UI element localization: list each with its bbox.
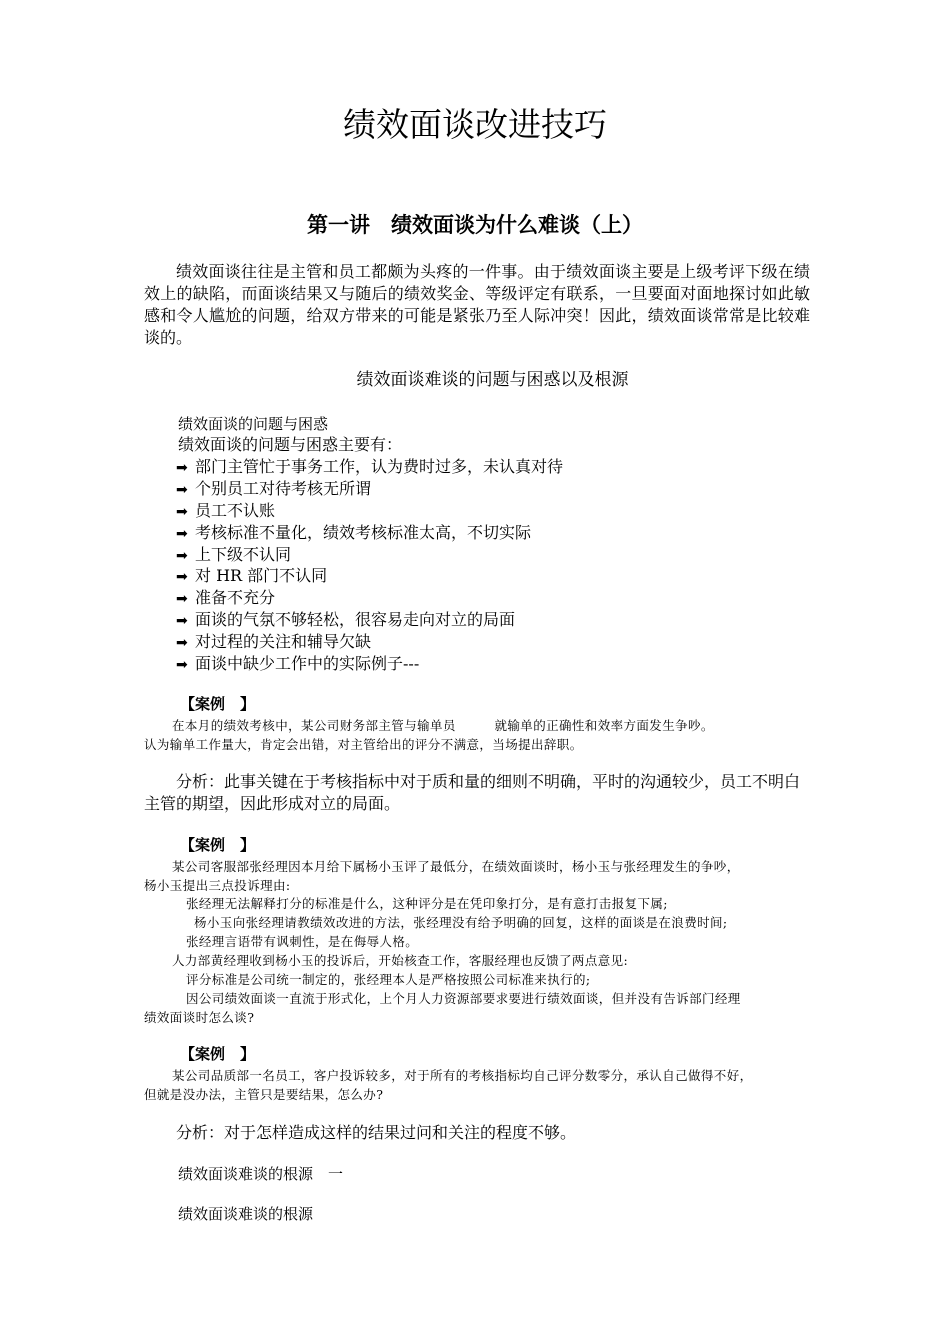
case-1-analysis: 分析：此事关键在于考核指标中对于质和量的细则不明确，平时的沟通较少，员工不明白主管的期望，因此形成对立的局面。 [144, 772, 801, 813]
section-heading: 绩效面谈难谈的问题与困惑以及根源 [356, 370, 629, 390]
arrow-right-icon: ➡ [176, 569, 188, 586]
list-item: ➡ 个别员工对待考核无所谓 [176, 478, 563, 500]
case-2-line-4: 杨小玉向张经理请教绩效改进的方法，张经理没有给予明确的回复，这样的面谈是在浪费时间; [194, 915, 728, 930]
case-1-line-1: 在本月的绩效考核中，某公司财务部主管与输单员 就输单的正确性和效率方面发生争吵。 [172, 718, 714, 733]
case-3-line-2: 但就是没办法，主管只是要结果，怎么办? [144, 1087, 384, 1102]
case-3-heading: 【案例 】 [180, 1045, 256, 1063]
list-item: ➡ 部门主管忙于事务工作，认为费时过多，未认真对待 [176, 456, 563, 478]
case-3-line-1: 某公司品质部一名员工，客户投诉较多，对于所有的考核指标均自己评分数零分，承认自己做得不好， [172, 1068, 753, 1083]
roots-heading-1: 绩效面谈难谈的根源 一 [178, 1165, 344, 1183]
list-item: ➡ 准备不充分 [176, 587, 563, 609]
intro-paragraph: 绩效面谈往往是主管和员工都颇为头疼的一件事。由于绩效面谈主要是上级考评下级在绩效上的缺陷，而面谈结果又与随后的绩效奖金、等级评定有联系，一旦要面对面地探讨如此敏感和令人尴尬的问题，给双方带来的可能是紧张乃至人际冲突！因此，绩效面谈常常是比较难谈的。 [144, 262, 810, 347]
arrow-right-icon: ➡ [176, 591, 188, 608]
problems-list [176, 456, 563, 675]
case-2-line-5: 张经理言语带有讽刺性，是在侮辱人格。 [186, 934, 419, 949]
arrow-right-icon: ➡ [176, 525, 188, 542]
case-2-line-1: 某公司客服部张经理因本月给下属杨小玉评了最低分，在绩效面谈时，杨小玉与张经理发生的争吵， [172, 859, 740, 874]
case-2-line-7: 评分标准是公司统一制定的，张经理本人是严格按照公司标准来执行的; [186, 972, 591, 987]
list-item: ➡ 员工不认账 [176, 500, 563, 522]
arrow-right-icon: ➡ [176, 460, 188, 476]
document-title: 绩效面谈改进技巧 [343, 105, 607, 144]
list-item: ➡ 对过程的关注和辅导欠缺 [176, 631, 563, 653]
case-2-line-6: 人力部黄经理收到杨小玉的投诉后，开始核查工作，客服经理也反馈了两点意见: [172, 953, 629, 968]
arrow-right-icon: ➡ [176, 481, 188, 498]
lecture-title: 第一讲 绩效面谈为什么难谈（上） [307, 213, 643, 237]
list-item: ➡ 对 HR 部门不认同 [176, 565, 563, 587]
problems-lead: 绩效面谈的问题与困惑主要有： [178, 435, 403, 454]
case-2-heading: 【案例 】 [180, 836, 256, 854]
list-item: ➡ 上下级不认同 [176, 544, 563, 566]
case-2-line-9: 绩效面谈时怎么谈? [144, 1010, 255, 1025]
arrow-right-icon: ➡ [176, 613, 188, 630]
arrow-right-icon: ➡ [176, 635, 188, 652]
roots-heading-2: 绩效面谈难谈的根源 [178, 1205, 314, 1223]
case-1-line-2: 认为输单工作量大，肯定会出错，对主管给出的评分不满意，当场提出辞职。 [144, 737, 583, 752]
arrow-right-icon: ➡ [176, 503, 188, 520]
problems-heading: 绩效面谈的问题与困惑 [178, 415, 329, 433]
case-1-heading: 【案例 】 [180, 695, 256, 713]
arrow-right-icon: ➡ [176, 657, 188, 674]
list-item: ➡ 面谈的气氛不够轻松，很容易走向对立的局面 [176, 609, 563, 631]
case-2-line-2: 杨小玉提出三点投诉理由: [144, 878, 291, 893]
case-2-line-8: 因公司绩效面谈一直流于形式化，上个月人力资源部要求要进行绩效面谈，但并没有告诉部门经理 [186, 991, 741, 1006]
arrow-right-icon: ➡ [176, 547, 188, 564]
list-item: ➡ 面谈中缺少工作中的实际例子--- [176, 653, 563, 675]
case-2-line-3: 张经理无法解释打分的标准是什么，这种评分是在凭印象打分，是有意打击报复下属; [186, 896, 668, 911]
case-3-analysis: 分析：对于怎样造成这样的结果过问和关注的程度不够。 [176, 1123, 577, 1142]
list-item: ➡ 考核标准不量化，绩效考核标准太高，不切实际 [176, 522, 563, 544]
